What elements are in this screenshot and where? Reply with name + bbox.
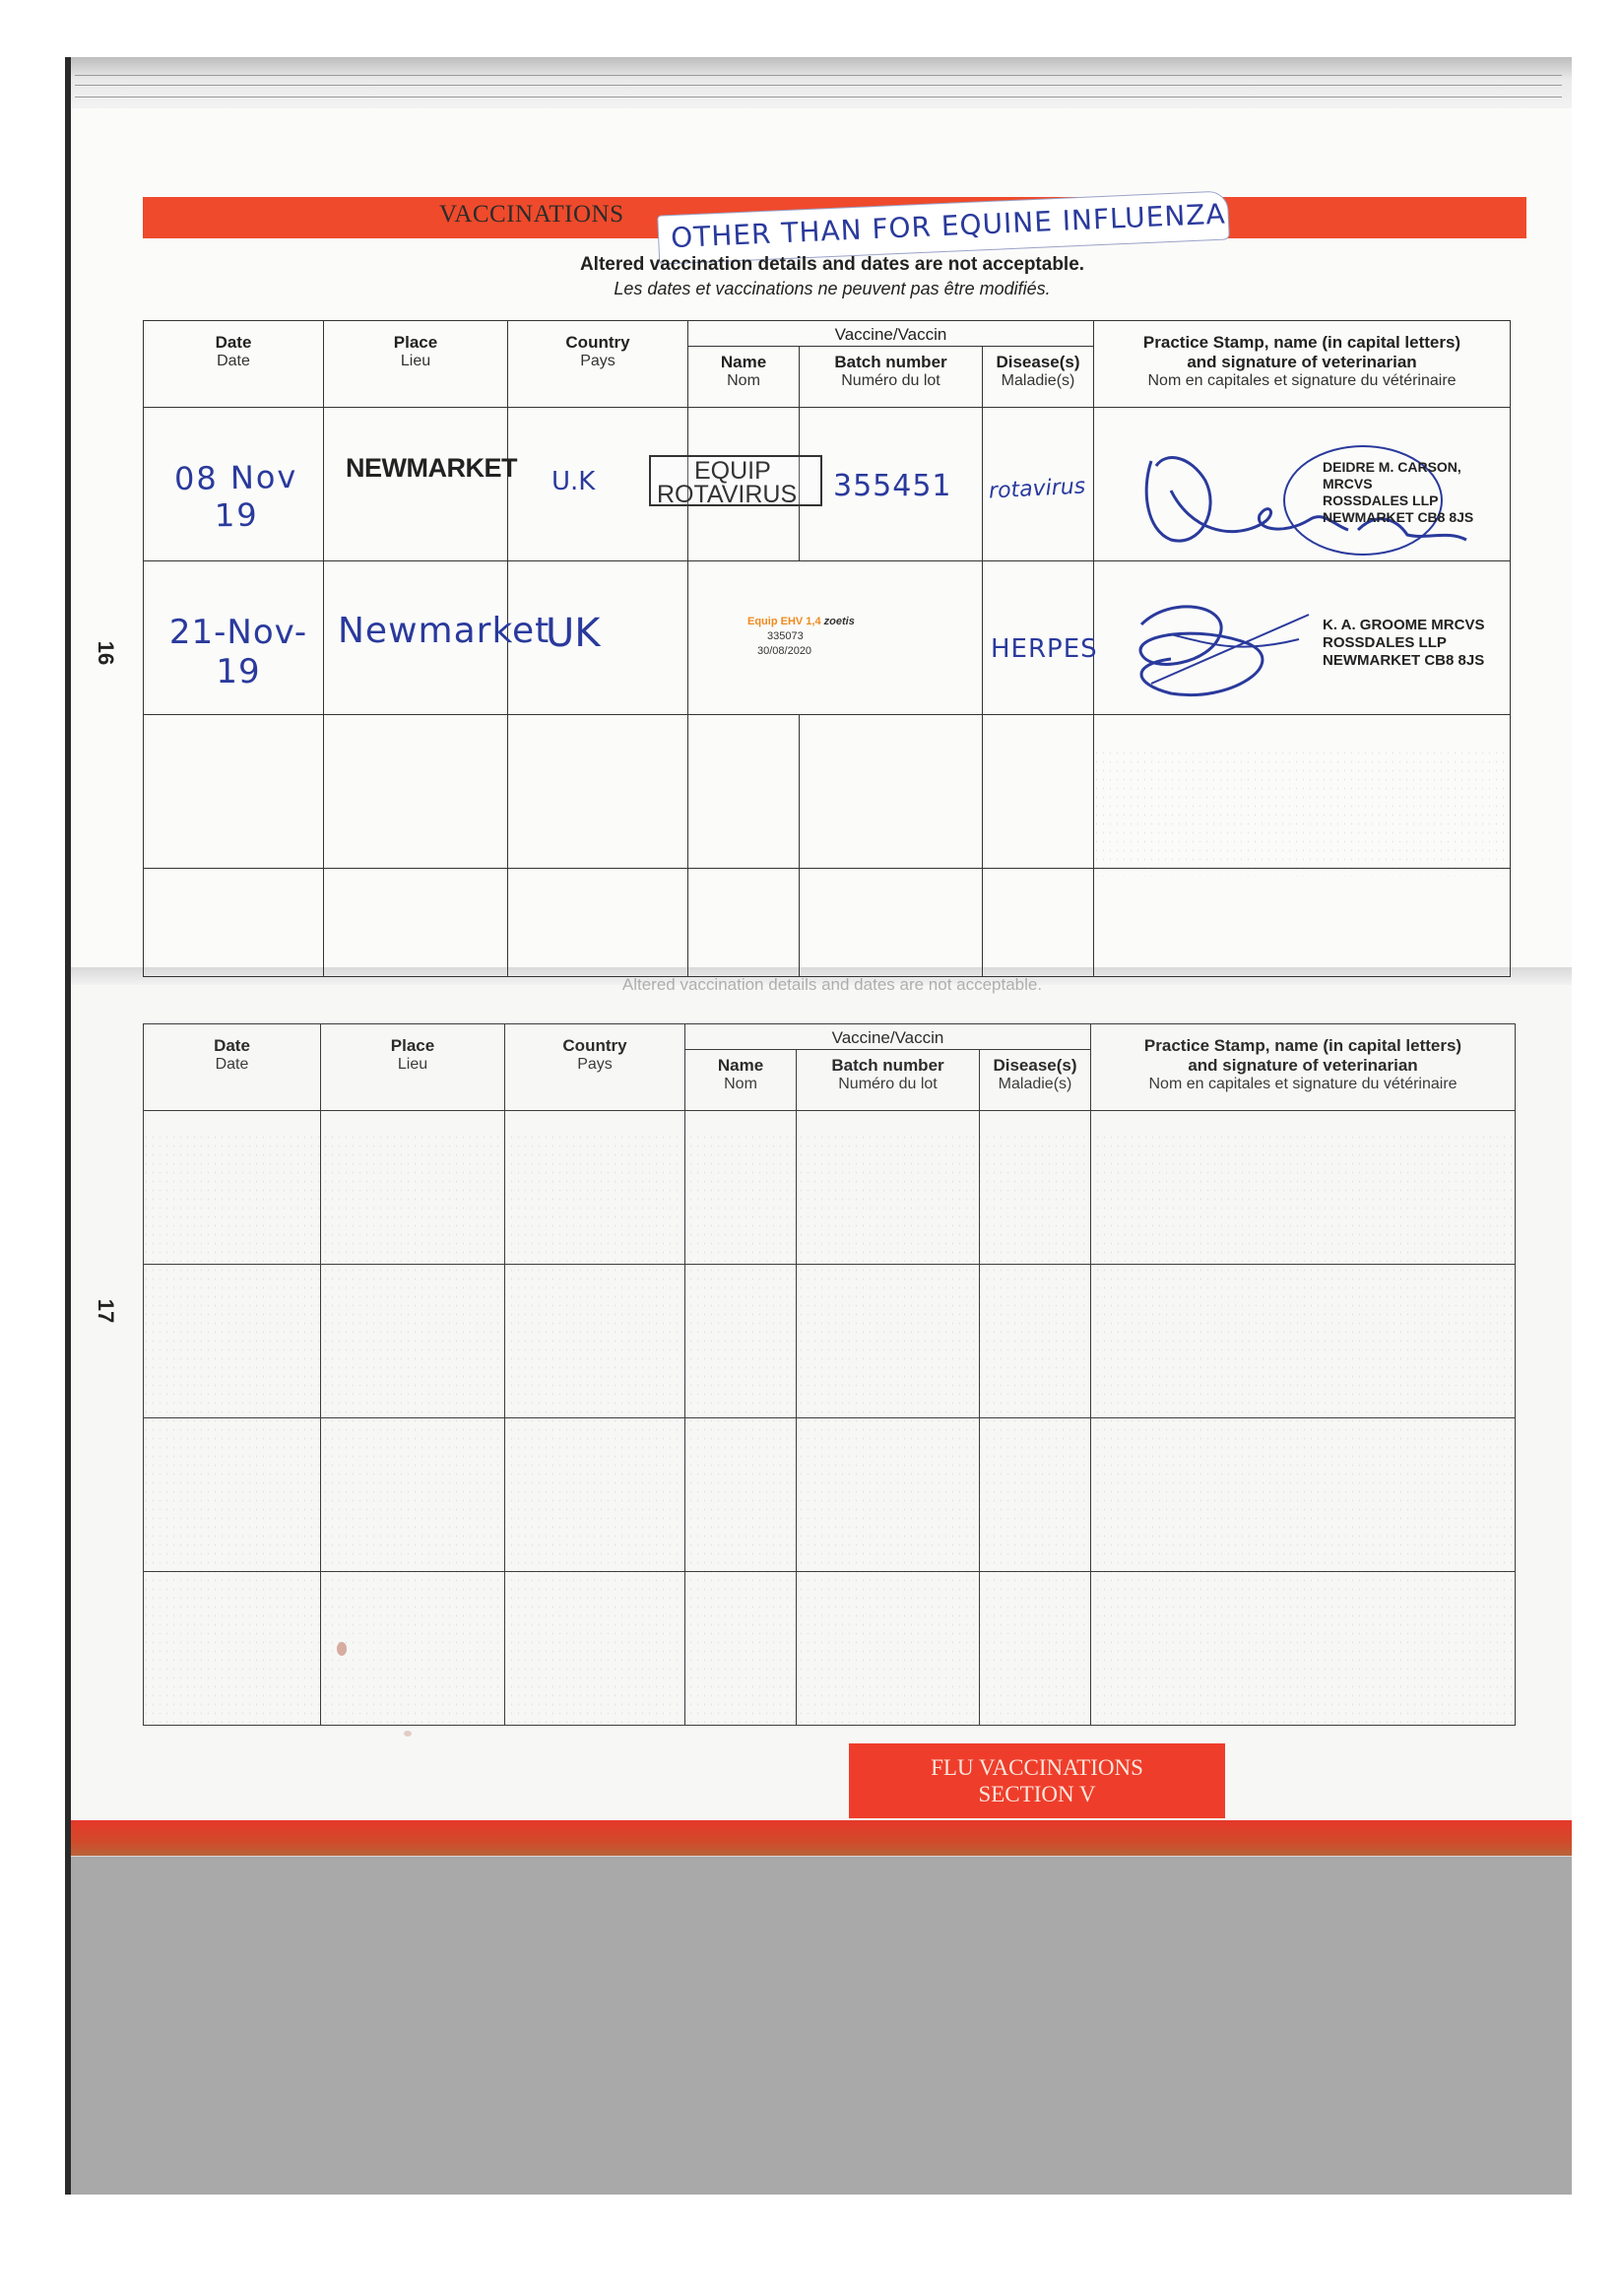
veterinarian-stamp-1: DEIDRE M. CARSON, MRCVS ROSSDALES LLP NEWMARKET CB8 8JS	[1323, 459, 1474, 525]
header-name: Name Nom	[688, 347, 800, 408]
header-name: Name Nom	[685, 1050, 797, 1111]
place-stamp: NEWMARKET	[346, 453, 517, 483]
header-place: Place Lieu	[321, 1024, 505, 1111]
handwritten-date: 08 Nov 19	[173, 457, 298, 535]
scan-bottom-area	[65, 1857, 1572, 2195]
header-country: Country Pays	[508, 321, 688, 408]
header-practice: Practice Stamp, name (in capital letters) and signature of veterinarian Nom en capitales et signature du vétérinaire	[1091, 1024, 1516, 1111]
flu-vaccinations-section-tab: FLU VACCINATIONS SECTION V	[849, 1743, 1225, 1818]
ink-stain	[404, 1731, 412, 1737]
page-number-17: 17	[94, 1298, 119, 1324]
handwritten-date: 21-Nov-19	[168, 613, 308, 691]
header-vaccine-group: Vaccine/Vaccin	[688, 321, 1094, 347]
header-disease: Disease(s) Maladie(s)	[980, 1050, 1091, 1111]
handwritten-place: Newmarket	[338, 611, 551, 651]
header-date: Date Date	[144, 321, 324, 408]
top-edge-strip	[65, 57, 1572, 111]
cell-disease	[983, 408, 1094, 561]
veterinarian-stamp-2: K. A. GROOME MRCVS ROSSDALES LLP NEWMARKET CB8 8JS	[1323, 617, 1485, 669]
table-row	[144, 1265, 1516, 1418]
cell-place	[324, 561, 551, 715]
warning-english: Altered vaccination details and dates are not acceptable.	[579, 254, 1085, 275]
handwritten-batch: 355451	[833, 469, 952, 503]
section-title: VACCINATIONS	[439, 201, 624, 228]
table-row	[144, 869, 1511, 977]
table-row	[144, 1418, 1516, 1572]
header-vaccine-group: Vaccine/Vaccin	[685, 1024, 1091, 1050]
vaccination-table-page-16	[143, 320, 1511, 977]
header-country: Country Pays	[505, 1024, 685, 1111]
warning-english-faint: Altered vaccination details and dates are not acceptable.	[621, 975, 1043, 994]
page-number-16: 16	[94, 640, 119, 666]
cell-date	[144, 408, 324, 561]
header-date: Date Date	[144, 1024, 321, 1111]
handwritten-country: UK	[546, 611, 601, 656]
warning-french: Les dates et vaccinations ne peuvent pas être modifiés.	[614, 279, 1051, 298]
cell-batch	[800, 408, 983, 561]
handwritten-disease: rotavirus	[988, 474, 1086, 504]
ink-stain	[337, 1642, 347, 1656]
header-batch: Batch number Numéro du lot	[797, 1050, 980, 1111]
cell-disease	[983, 561, 1098, 715]
handwritten-disease: HERPES	[991, 634, 1098, 664]
table-row	[144, 561, 1511, 715]
table-row	[144, 408, 1511, 561]
handwritten-section-note: OTHER THAN FOR EQUINE INFLUENZA	[657, 190, 1230, 264]
header-disease: Disease(s) Maladie(s)	[983, 347, 1094, 408]
cell-name	[657, 408, 800, 561]
handwritten-country: U.K	[551, 467, 596, 496]
scan-left-edge	[65, 57, 71, 2195]
veterinarian-signature-2	[1112, 585, 1328, 723]
cell-date	[144, 561, 324, 715]
table-row	[144, 1572, 1516, 1726]
table-row	[144, 1111, 1516, 1265]
header-practice: Practice Stamp, name (in capital letters) and signature of veterinarian Nom en capitales et signature du vétérinaire	[1094, 321, 1511, 408]
cell-place	[324, 408, 517, 561]
vaccine-name-stamp: EQUIP ROTAVIRUS	[649, 455, 822, 506]
header-place: Place Lieu	[324, 321, 508, 408]
cell-country	[508, 561, 688, 715]
red-page-edge	[65, 1820, 1572, 1856]
cell-practice	[1094, 561, 1511, 715]
vaccine-label-sticker: Equip EHV 1,4 zoetis 335073 30/08/2020	[747, 616, 855, 657]
vaccination-table-page-17	[143, 1023, 1516, 1726]
cell-practice	[1094, 408, 1511, 561]
header-batch: Batch number Numéro du lot	[800, 347, 983, 408]
cell-name-batch	[688, 561, 983, 715]
table-row	[144, 715, 1511, 869]
